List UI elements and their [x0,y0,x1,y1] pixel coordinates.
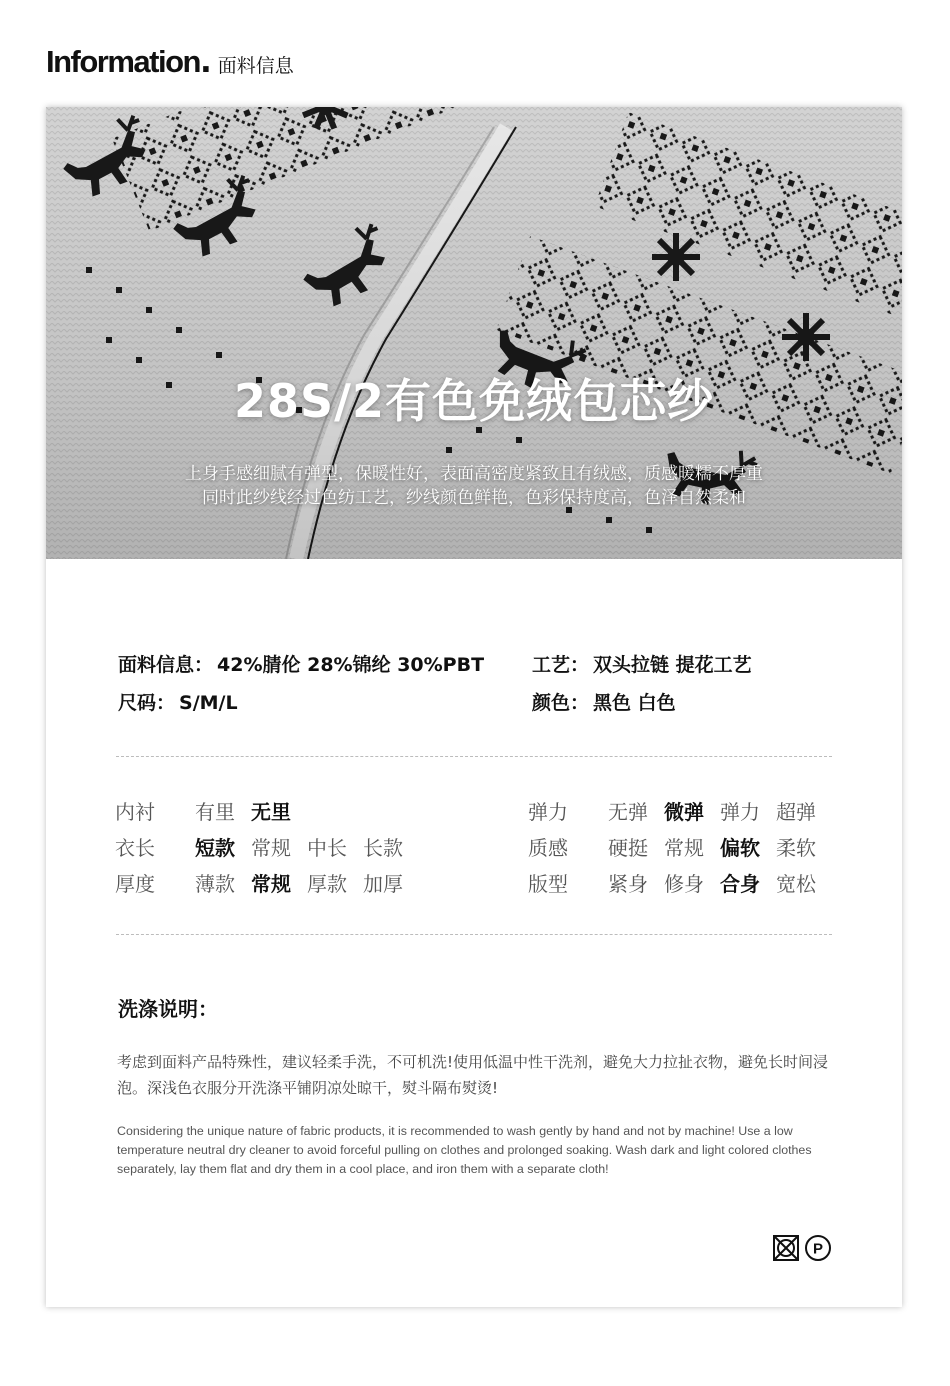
attr-option-thickness: 加厚 [363,872,403,896]
divider-bottom [116,934,832,935]
hero-description-line-2: 同时此纱线经过色纺工艺，纱线颜色鲜艳，色彩保持度高，色泽自然柔和 [202,488,746,508]
attr-option-elasticity: 无弹 [608,800,648,824]
header-title-cn: 面料信息 [217,55,294,77]
hero-description-line-1: 上身手感细腻有弹型，保暖性好，表面高密度紧致且有绒感，质感暖糯不厚重 [185,464,763,484]
wash-text-cn: 考虑到面料产品特殊性，建议轻柔手洗，不可机洗!使用低温中性干洗剂，避免大力拉扯衣物，避免长时间浸泡。深浅色衣服分开洗涤平铺阴凉处晾干，熨斗隔布熨烫! [117,1053,829,1097]
attr-option-thickness: 薄款 [195,872,235,896]
craft-info [532,650,752,677]
header-title-en: Information [46,44,200,79]
attr-label-fit: 版型 [528,872,568,896]
attr-label-lining: 内衬 [115,800,155,824]
attr-option-fit: 修身 [664,872,704,896]
color-info [532,688,676,715]
attr-option-texture-selected: 偏软 [720,836,760,860]
size-info [118,688,238,715]
attr-option-lining-selected: 无里 [251,800,291,824]
attr-option-thickness: 厚款 [307,872,347,896]
attr-option-elasticity: 弹力 [720,800,760,824]
no-tumble-dry-icon [772,1234,800,1262]
attr-option-elasticity-selected: 微弹 [664,800,704,824]
dry-clean-p-icon [804,1234,832,1262]
wash-text-en: Considering the unique nature of fabric products, it is recommended to wash gently by hand and not by machine! Use a low temperature neutral dry cleaner to avoid forceful pulling on clothes and prolonged soaking. Wash dark and light colored clothes separately, lay them flat and dry them in a cool place, and iron them with a separate cloth! [117,1124,812,1176]
attr-option-fit-selected: 合身 [720,872,760,896]
page-header [46,44,294,80]
attr-label-thickness: 厚度 [115,872,155,896]
size-value: S/M/L [179,692,238,714]
attr-option-length: 常规 [251,836,291,860]
color-label: 颜色： [532,692,590,714]
fabric-composition [118,650,484,677]
attr-option-texture: 柔软 [776,836,816,860]
attr-label-texture: 质感 [528,836,568,860]
attr-option-length: 中长 [307,836,347,860]
attr-option-texture: 硬挺 [608,836,648,860]
wash-title: 洗涤说明： [118,997,218,1021]
header-dot: . [200,44,212,80]
fabric-hero-image [46,107,902,559]
craft-label: 工艺： [532,654,590,676]
care-icons [772,1234,832,1262]
attr-option-length-selected: 短款 [195,836,235,860]
fabric-value: 42%腈伦 28%锦纶 30%PBT [217,654,485,676]
color-value: 黑色 白色 [593,692,676,714]
attr-option-length: 长款 [363,836,403,860]
craft-value: 双头拉链 提花工艺 [593,654,752,676]
attr-label-elasticity: 弹力 [528,800,568,824]
attr-option-fit: 宽松 [776,872,816,896]
dry-clean-letter: P [812,1240,824,1258]
divider-top [116,756,832,757]
attr-option-elasticity: 超弹 [776,800,816,824]
attr-option-fit: 紧身 [608,872,648,896]
attr-option-thickness-selected: 常规 [251,872,291,896]
attr-option-lining: 有里 [195,800,235,824]
fabric-label: 面料信息： [118,654,214,676]
fabric-info-card [46,107,902,1307]
attr-option-texture: 常规 [664,836,704,860]
attr-label-length: 衣长 [115,836,155,860]
size-label: 尺码： [118,692,176,714]
hero-title: 28S/2有色免绒包芯纱 [234,374,714,428]
